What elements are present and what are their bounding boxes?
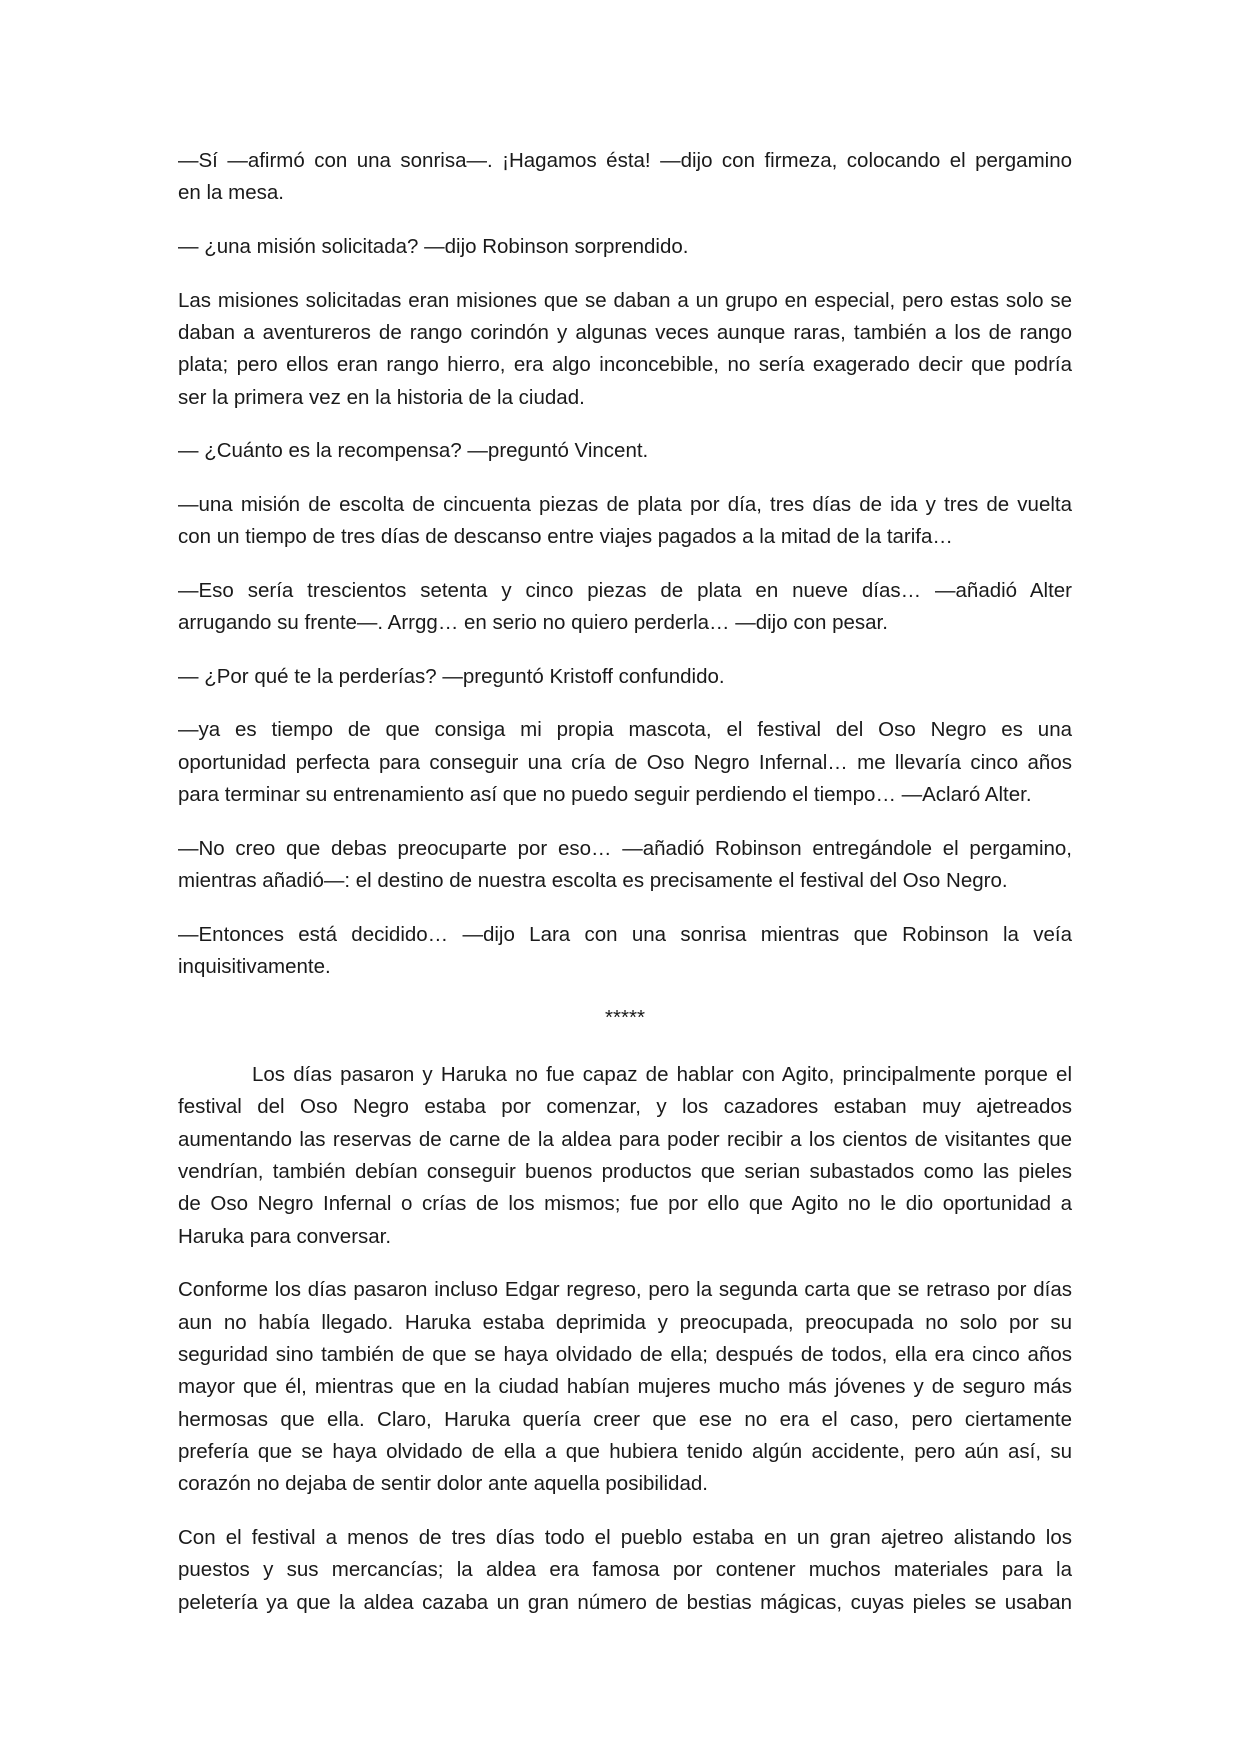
text-line: de Oso Negro Infernal o crías de los mismos; fue por ello que Agito no le dio oportunidad a (178, 1192, 1072, 1216)
text-line: plata; pero ellos eran rango hierro, era algo inconcebible, no sería exagerado decir que podría (178, 353, 1072, 377)
text-line: Los días pasaron y Haruka no fue capaz de hablar con Agito, principalmente porque el (252, 1063, 1072, 1087)
text-line: mientras añadió—: el destino de nuestra escolta es precisamente el festival del Oso Negro. (178, 868, 1008, 892)
section-separator: ***** (605, 1005, 645, 1029)
text-line: en la mesa. (178, 181, 284, 205)
text-line: Conforme los días pasaron incluso Edgar regreso, pero la segunda carta que se retraso por días (178, 1278, 1072, 1302)
paragraph (178, 1274, 1072, 1500)
paragraph (178, 575, 1072, 640)
text-line: festival del Oso Negro estaba por comenzar, y los cazadores estaban muy ajetreados (178, 1095, 1072, 1119)
paragraph (178, 1522, 1072, 1619)
text-line: hermosas que ella. Claro, Haruka quería creer que ese no era el caso, pero ciertamente (178, 1407, 1072, 1431)
paragraph (178, 285, 1072, 414)
text-line: vendrían, también debían conseguir buenos productos que serian subastados como las pieles (178, 1160, 1072, 1184)
paragraph (178, 714, 1072, 811)
text-line: aumentando las reservas de carne de la aldea para poder recibir a los cientos de visitantes que (178, 1127, 1072, 1151)
paragraph (178, 489, 1072, 554)
text-line: ser la primera vez en la historia de la ciudad. (178, 385, 585, 409)
paragraph (178, 833, 1072, 898)
text-line: Las misiones solicitadas eran misiones que se daban a un grupo en especial, pero estas solo se (178, 288, 1072, 312)
text-line: inquisitivamente. (178, 954, 331, 978)
text-line: —No creo que debas preocuparte por eso… —añadió Robinson entregándole el pergamino, (178, 836, 1072, 860)
text-line: aun no había llegado. Haruka estaba deprimida y preocupada, preocupada no solo por su (178, 1310, 1072, 1334)
text-line: daban a aventureros de rango corindón y algunas veces aunque raras, también a los de rango (178, 320, 1072, 344)
paragraph (178, 661, 1072, 693)
text-line: arrugando su frente—. Arrgg… en serio no quiero perderla… —dijo con pesar. (178, 611, 888, 635)
text-column (178, 145, 1072, 1640)
paragraph (178, 145, 1072, 210)
text-line: — ¿una misión solicitada? —dijo Robinson sorprendido. (178, 234, 689, 258)
text-line: peletería ya que la aldea cazaba un gran número de bestias mágicas, cuyas pieles se usaban (178, 1590, 1072, 1614)
text-line: —Entonces está decidido… —dijo Lara con una sonrisa mientras que Robinson la veía (178, 922, 1072, 946)
text-line: —ya es tiempo de que consiga mi propia mascota, el festival del Oso Negro es una (178, 718, 1072, 742)
text-line: — ¿Por qué te la perderías? —preguntó Kristoff confundido. (178, 664, 725, 688)
text-line: —Eso sería trescientos setenta y cinco piezas de plata en nueve días… —añadió Alter (178, 578, 1072, 602)
text-line: puestos y sus mercancías; la aldea era famosa por contener muchos materiales para la (178, 1558, 1072, 1582)
text-line: —una misión de escolta de cincuenta piezas de plata por día, tres días de ida y tres de vuelta (178, 492, 1072, 516)
text-line: con un tiempo de tres días de descanso entre viajes pagados a la mitad de la tarifa… (178, 525, 953, 549)
paragraph (178, 1059, 1072, 1253)
text-line: prefería que se haya olvidado de ella a que hubiera tenido algún accidente, pero aún así, su (178, 1440, 1072, 1464)
text-line: oportunidad perfecta para conseguir una cría de Oso Negro Infernal… me llevaría cinco años (178, 750, 1072, 774)
text-line: Con el festival a menos de tres días todo el pueblo estaba en un gran ajetreo alistando los (178, 1526, 1072, 1550)
text-line: para terminar su entrenamiento así que no puedo seguir perdiendo el tiempo… —Aclaró Alter. (178, 783, 1032, 806)
text-line: Haruka para conversar. (178, 1224, 392, 1248)
text-line: — ¿Cuánto es la recompensa? —preguntó Vincent. (178, 439, 649, 463)
paragraph (178, 435, 1072, 467)
text-line: —Sí —afirmó con una sonrisa—. ¡Hagamos ésta! —dijo con firmeza, colocando el pergamino (178, 149, 1072, 172)
text-line: corazón no dejaba de sentir dolor ante aquella posibilidad. (178, 1472, 708, 1496)
text-line: seguridad sino también de que se haya olvidado de ella; después de todos, ella era cinco años (178, 1343, 1072, 1367)
text-line: mayor que él, mientras que en la ciudad habían mujeres mucho más jóvenes y de seguro más (178, 1375, 1072, 1399)
paragraph (178, 231, 1072, 263)
paragraph (178, 919, 1072, 984)
